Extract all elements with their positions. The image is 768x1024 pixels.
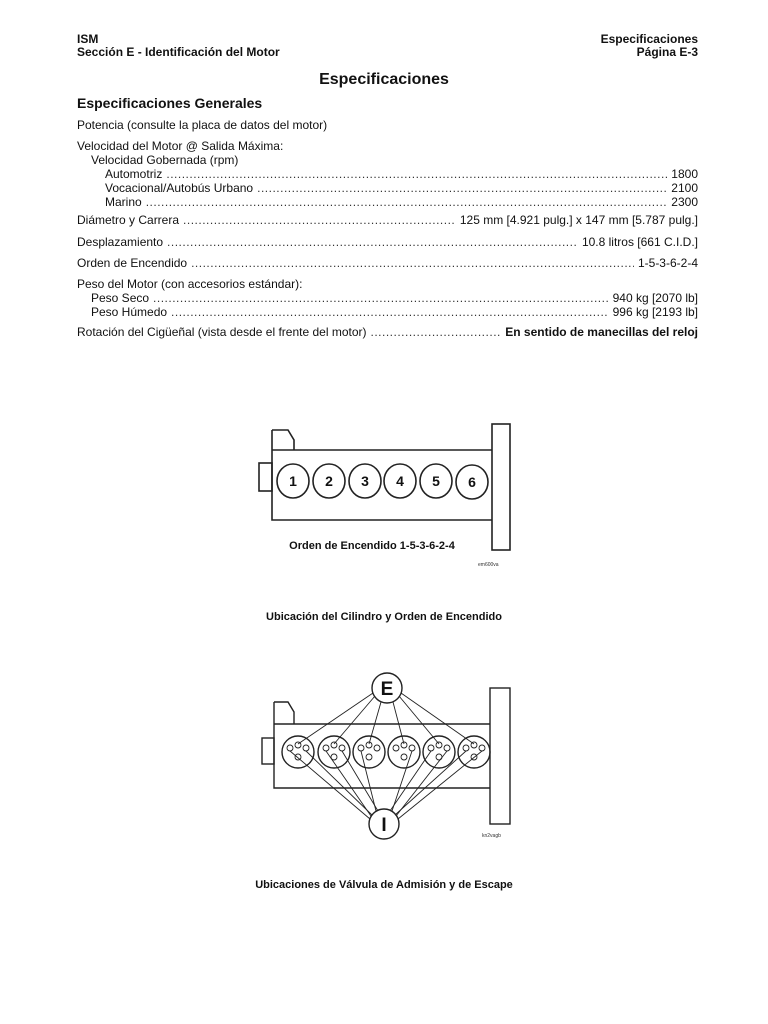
row-value: En sentido de manecillas del reloj	[505, 325, 698, 339]
page-title: Especificaciones	[319, 71, 449, 88]
spec-row-peso-seco	[77, 291, 698, 305]
figure-1-caption: Ubicación del Cilindro y Orden de Encendido	[266, 611, 502, 623]
row-value: 996 kg [2193 lb]	[612, 305, 698, 319]
page-number: Página E-3	[636, 45, 698, 59]
page-header-right	[601, 33, 698, 59]
valve-location-diagram	[250, 668, 520, 850]
row-label: Orden de Encendido	[77, 256, 188, 270]
row-label: Rotación del Cigüeñal (vista desde el frente del motor)	[77, 325, 367, 339]
figure-code: kn2vagb	[482, 833, 501, 839]
section-name: Sección E - Identificación del Motor	[77, 45, 280, 59]
leader-dots	[171, 305, 609, 319]
row-label: Diámetro y Carrera	[77, 213, 180, 227]
row-label: Peso Húmedo	[91, 305, 168, 319]
velocidad-title: Velocidad del Motor @ Salida Máxima:	[77, 139, 284, 153]
row-value: 1800	[671, 167, 698, 181]
figure-inner-caption: Orden de Encendido 1-5-3-6-2-4	[289, 540, 455, 552]
row-label: Desplazamiento	[77, 235, 164, 249]
chapter-name: Especificaciones	[600, 32, 698, 46]
leader-dots	[153, 291, 609, 305]
leader-dots	[191, 256, 634, 270]
figure-2-caption: Ubicaciones de Válvula de Admisión y de Escape	[255, 879, 513, 891]
spec-peso	[77, 277, 698, 319]
leader-dots	[257, 181, 667, 195]
peso-title: Peso del Motor (con accesorios estándar):	[77, 277, 303, 291]
cylinder-number: 4	[396, 473, 404, 489]
row-value: 940 kg [2070 lb]	[612, 291, 698, 305]
figure-code: em600va	[478, 562, 499, 568]
row-value: 2100	[671, 181, 698, 195]
cylinder-number: 1	[289, 473, 297, 489]
spec-rotacion	[77, 325, 698, 339]
spec-desplazamiento	[77, 235, 698, 249]
leader-dots	[166, 167, 667, 181]
cylinder-number: 3	[361, 473, 369, 489]
leader-dots	[146, 195, 668, 209]
spec-diametro	[77, 213, 698, 227]
cylinder-number: 6	[468, 474, 476, 490]
row-label: Peso Seco	[91, 291, 150, 305]
row-value: 2300	[671, 195, 698, 209]
row-value: 125 mm [4.921 pulg.] x 147 mm [5.787 pulg.]	[459, 213, 698, 227]
row-value: 10.8 litros [661 C.I.D.]	[581, 235, 698, 249]
leader-dots	[371, 325, 502, 339]
cylinder-number: 2	[325, 473, 333, 489]
row-label: Vocacional/Autobús Urbano	[105, 181, 254, 195]
spec-row-peso-humedo	[77, 305, 698, 319]
manual-name: ISM	[77, 32, 99, 46]
row-label: Automotriz	[105, 167, 163, 181]
spec-orden	[77, 256, 698, 270]
velocidad-gobernada: Velocidad Gobernada (rpm)	[91, 153, 239, 167]
leader-dots	[167, 235, 578, 249]
spec-row-vocacional	[77, 181, 698, 195]
spec-row-automotriz	[77, 167, 698, 181]
cylinder-firing-order-diagram	[250, 420, 520, 575]
row-label: Marino	[105, 195, 142, 209]
spec-potencia: Potencia (consulte la placa de datos del motor)	[77, 118, 328, 132]
cylinder-number: 5	[432, 473, 440, 489]
section-subtitle: Especificaciones Generales	[77, 95, 263, 111]
spec-velocidad	[77, 139, 698, 209]
page-header-left	[77, 33, 280, 59]
intake-label: I	[381, 815, 387, 836]
leader-dots	[183, 213, 456, 227]
exhaust-label: E	[380, 679, 394, 700]
row-value: 1-5-3-6-2-4	[637, 256, 698, 270]
spec-row-marino	[77, 195, 698, 209]
